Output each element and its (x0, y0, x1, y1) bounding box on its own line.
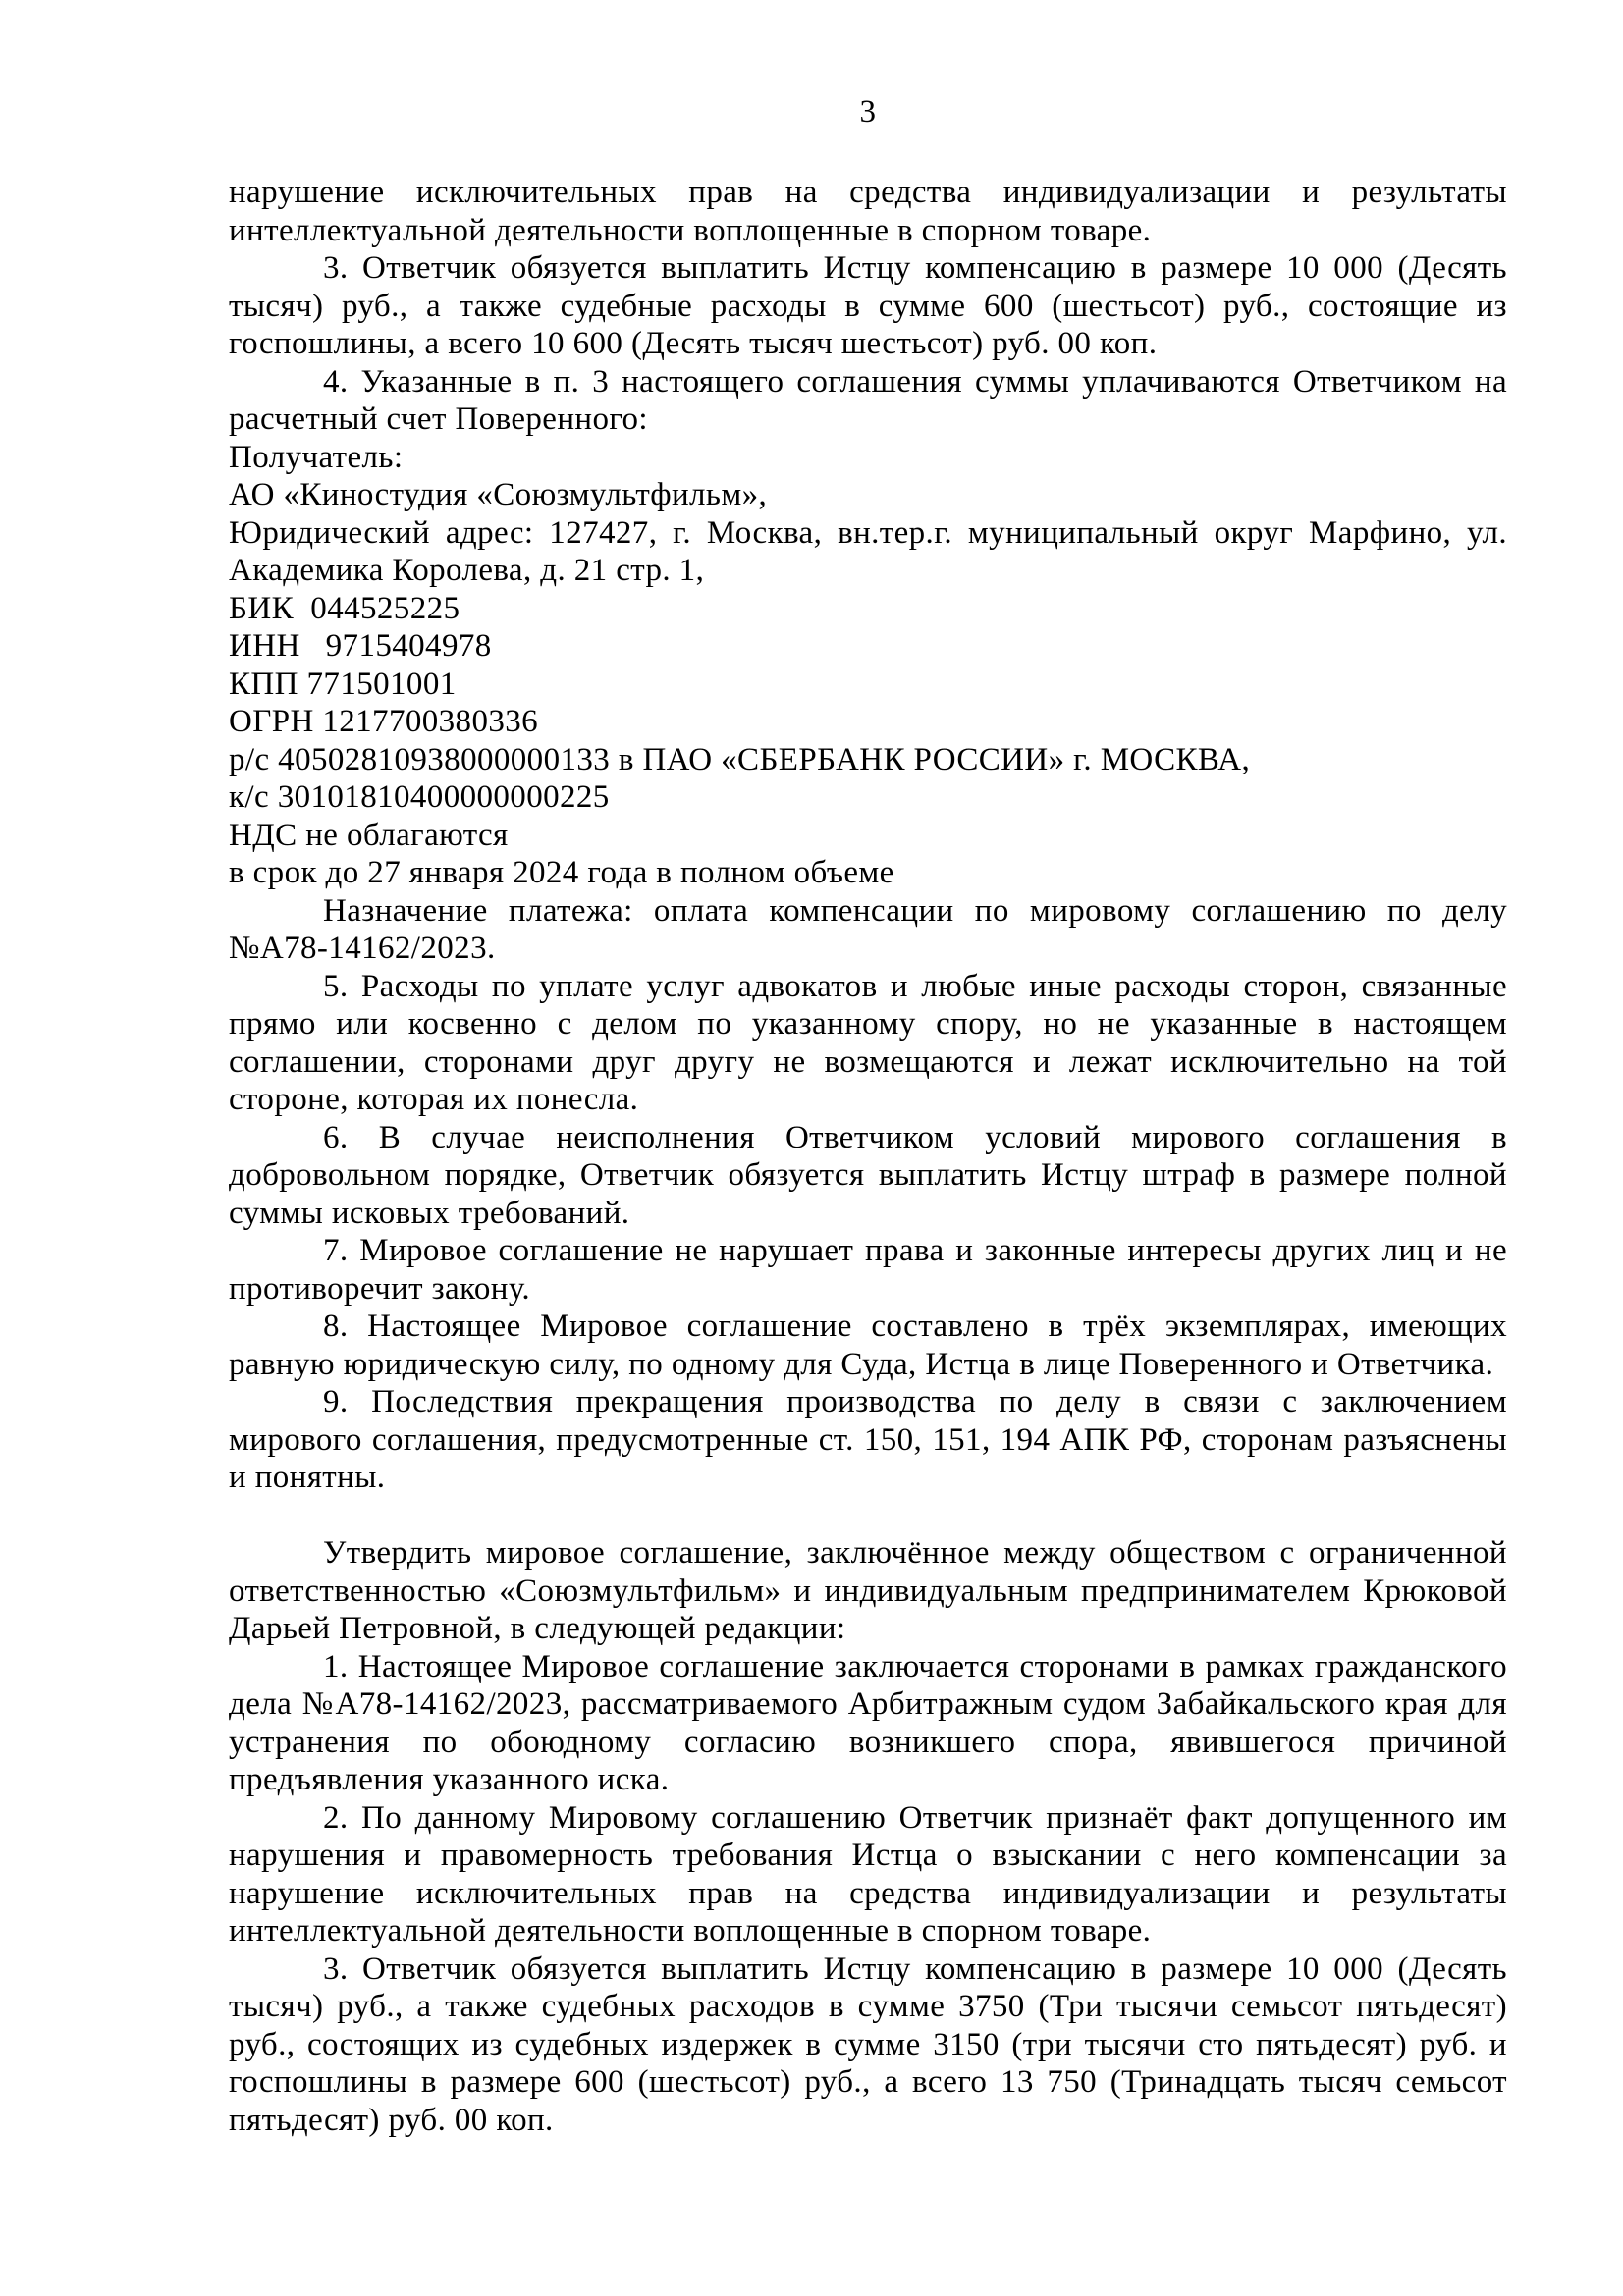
payment-purpose: Назначение платежа: оплата компенсации по мировому соглашению по делу №А78-14162/2023. (229, 892, 1507, 966)
clause-6: 6. В случае неисполнения Ответчиком условий мирового соглашения в добровольном порядке, Ответчик обязуется выплатить Истцу штраф в размере полной суммы исковых требований. (229, 1119, 1507, 1231)
kpp-line: КПП 771501001 (229, 666, 457, 702)
recipient-name: АО «Киностудия «Союзмультфильм», (229, 477, 768, 512)
approved-clause-1: 1. Настоящее Мировое соглашение заключается сторонами в рамках гражданского дела №А78-14162/2023, рассматриваемого Арбитражным судом Забайкальского края для устранения по обоюдному согласию возникшего спора, явившегося причиной предъявления указанного иска. (229, 1648, 1507, 1797)
approval-intro: Утвердить мировое соглашение, заключённое между обществом с ограниченной ответственностью «Союзмультфильм» и индивидуальным предпринимателем Крюковой Дарьей Петровной, в следующей редакции: (229, 1535, 1507, 1646)
settlement-account-line: р/с 40502810938000000133 в ПАО «СБЕРБАНК РОССИИ» г. МОСКВА, (229, 741, 1251, 777)
clause-9: 9. Последствия прекращения производства по делу в связи с заключением мирового соглашения, предусмотренные ст. 150, 151, 194 АПК РФ, сторонам разъяснены и понятны. (229, 1384, 1507, 1495)
payment-deadline: в срок до 27 января 2024 года в полном объеме (229, 855, 894, 890)
clause-7: 7. Мировое соглашение не нарушает права и законные интересы других лиц и не противоречит закону. (229, 1233, 1507, 1307)
vat-note: НДС не облагаются (229, 817, 509, 853)
inn-line: ИНН 9715404978 (229, 628, 492, 664)
clause-8: 8. Настоящее Мировое соглашение составлено в трёх экземплярах, имеющих равную юридическую силу, по одному для Суда, Истца в лице Поверенного и Ответчика. (229, 1308, 1507, 1382)
approved-clause-2: 2. По данному Мировому соглашению Ответчик признаёт факт допущенного им нарушения и правомерность требования Истца о взыскании с него компенсации за нарушение исключительных прав на средства индивидуализации и результаты интеллектуальной деятельности воплощенные в спорном товаре. (229, 1799, 1507, 1949)
clause-5: 5. Расходы по уплате услуг адвокатов и любые иные расходы сторон, связанные прямо или косвенно с делом по указанному спору, но не указанные в настоящем соглашении, сторонами друг другу не возмещаются и лежат исключительно на той стороне, которая их понесла. (229, 968, 1507, 1117)
approved-clause-3: 3. Ответчик обязуется выплатить Истцу компенсацию в размере 10 000 (Десять тысяч) руб., а также судебных расходов в сумме 3750 (Три тысячи семьсот пятьдесят) руб., состоящих из судебных издержек в сумме 3150 (три тысячи сто пятьдесят) руб. и госпошлины в размере 600 (шестьсот) руб., а всего 13 750 (Тринадцать тысяч семьсот пятьдесят) руб. 00 коп. (229, 1950, 1507, 2138)
correspondent-account-line: к/с 30101810400000000225 (229, 779, 610, 815)
clause-2-continuation: нарушение исключительных прав на средства индивидуализации и результаты интеллектуальной деятельности воплощенные в спорном товаре. (229, 175, 1507, 248)
clause-4: 4. Указанные в п. 3 настоящего соглашения суммы уплачиваются Ответчиком на расчетный счет Поверенного: (229, 363, 1507, 437)
clause-3: 3. Ответчик обязуется выплатить Истцу компенсацию в размере 10 000 (Десять тысяч) руб., а также судебные расходы в сумме 600 (шестьсот) руб., состоящие из госпошлины, а всего 10 600 (Десять тысяч шестьсот) руб. 00 коп. (229, 250, 1507, 361)
bik-line: БИК 044525225 (229, 590, 460, 626)
legal-address: Юридический адрес: 127427, г. Москва, вн.тер.г. муниципальный округ Марфино, ул. Академика Королева, д. 21 стр. 1, (229, 514, 1507, 588)
document-body (229, 174, 1507, 2139)
page-number: 3 (859, 94, 877, 130)
recipient-label: Получатель: (229, 439, 404, 475)
ogrn-line: ОГРН 1217700380336 (229, 704, 539, 739)
